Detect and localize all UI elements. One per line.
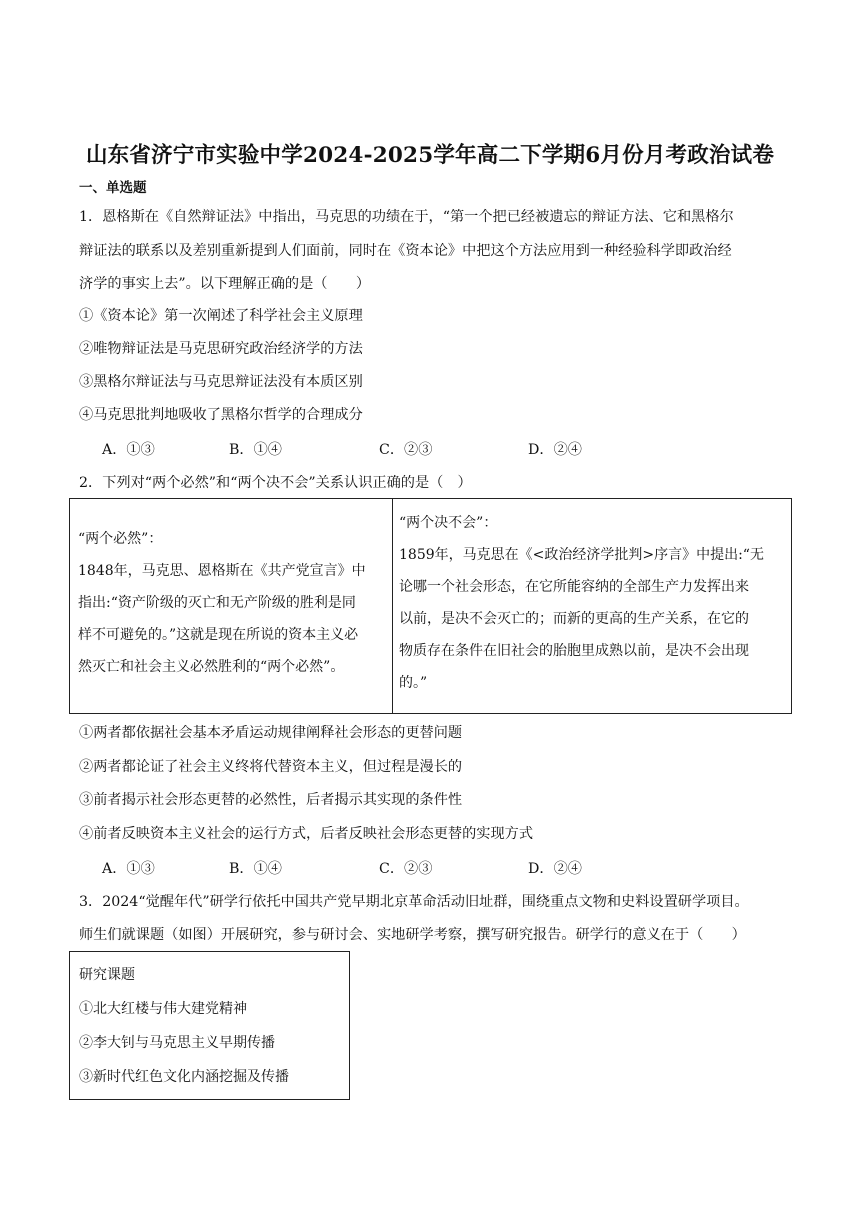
page-title: 山东省济宁市实验中学2024-2025学年高二下学期6月份月考政治试卷 [85,143,775,168]
q2-option-d[interactable]: D．②④ [528,861,582,877]
research-topic-item: ①北大红楼与伟大建党精神 [79,1001,247,1017]
table-divider [392,499,393,713]
right-cell-line: 物质存在条件在旧社会的胎胞里成熟以前，是决不会出现 [399,643,749,659]
q1-option-d[interactable]: D．②④ [528,442,582,458]
right-cell-line: 的。” [399,675,428,691]
left-cell-line: 指出:“资产阶级的灭亡和无产阶级的胜利是同 [78,595,356,611]
q2-statement-1: ①两者都依据社会基本矛盾运动规律阐释社会形态的更替问题 [79,725,463,741]
right-cell-line: 1859年，马克思在《<政治经济学批判>序言》中提出:“无 [399,547,764,563]
right-cell-line: “两个决不会”： [399,515,498,531]
research-topic-item: ③新时代红色文化内涵挖掘及传播 [79,1069,289,1085]
left-cell-line: 然灭亡和社会主义必然胜利的“两个必然”。 [78,659,345,675]
left-cell-line: 样不可避免的。”这就是现在所说的资本主义必 [78,627,359,643]
q1-statement-4: ④马克思批判地吸收了黑格尔哲学的合理成分 [79,407,363,423]
research-topic-item: ②李大钊与马克思主义早期传播 [79,1035,275,1051]
q1-option-a[interactable]: A．①③ [102,442,155,458]
table-cell-right [399,507,764,699]
left-cell-line: 1848年，马克思、恩格斯在《共产党宣言》中 [78,563,366,579]
q1-statement-2: ②唯物辩证法是马克思研究政治经济学的方法 [79,341,363,357]
q1-option-b[interactable]: B．①④ [229,442,282,458]
section-heading: 一、单选题 [79,180,147,196]
research-topics-heading: 研究课题 [79,967,135,983]
q2-option-c[interactable]: C．②③ [379,861,433,877]
q1-option-c[interactable]: C．②③ [379,442,433,458]
q2-option-a[interactable]: A．①③ [102,861,155,877]
table-cell-left [78,523,366,683]
q1-statement-3: ③黑格尔辩证法与马克思辩证法没有本质区别 [79,374,363,390]
left-cell-line: “两个必然”： [78,531,163,547]
q1-statement-1: ①《资本论》第一次阐述了科学社会主义原理 [79,308,363,324]
research-topics-list [79,958,289,1094]
q1-stem-line-3: 济学的事实上去”。以下理解正确的是（ ） [79,276,371,292]
q2-option-b[interactable]: B．①④ [229,861,282,877]
q1-stem-line-1: 1．恩格斯在《自然辩证法》中指出，马克思的功绩在于，“第一个把已经被遗忘的辩证方法、它和黑格尔 [79,209,734,225]
q2-stem: 2．下列对“两个必然”和“两个决不会”关系认识正确的是（ ） [79,475,472,491]
q1-stem-line-2: 辩证法的联系以及差别重新提到人们面前，同时在《资本论》中把这个方法应用到一种经验科学即政治经 [79,243,732,259]
q3-stem-line-2: 师生们就课题（如图）开展研究，参与研讨会、实地研学考察，撰写研究报告。研学行的意义在于（ ） [79,927,746,943]
q2-statement-4: ④前者反映资本主义社会的运行方式，后者反映社会形态更替的实现方式 [79,826,534,842]
q3-research-topics-box [69,951,350,1100]
right-cell-line: 以前，是决不会灭亡的；而新的更高的生产关系，在它的 [399,611,749,627]
q3-stem-line-1: 3．2024“觉醒年代”研学行依托中国共产党早期北京革命活动旧址群，围绕重点文物和史料设置研学项目。 [79,894,749,910]
q2-statement-2: ②两者都论证了社会主义终将代替资本主义，但过程是漫长的 [79,759,463,775]
right-cell-line: 论哪一个社会形态，在它所能容纳的全部生产力发挥出来 [399,579,749,595]
q2-statement-3: ③前者揭示社会形态更替的必然性，后者揭示其实现的条件性 [79,792,463,808]
q2-comparison-table [69,498,792,714]
